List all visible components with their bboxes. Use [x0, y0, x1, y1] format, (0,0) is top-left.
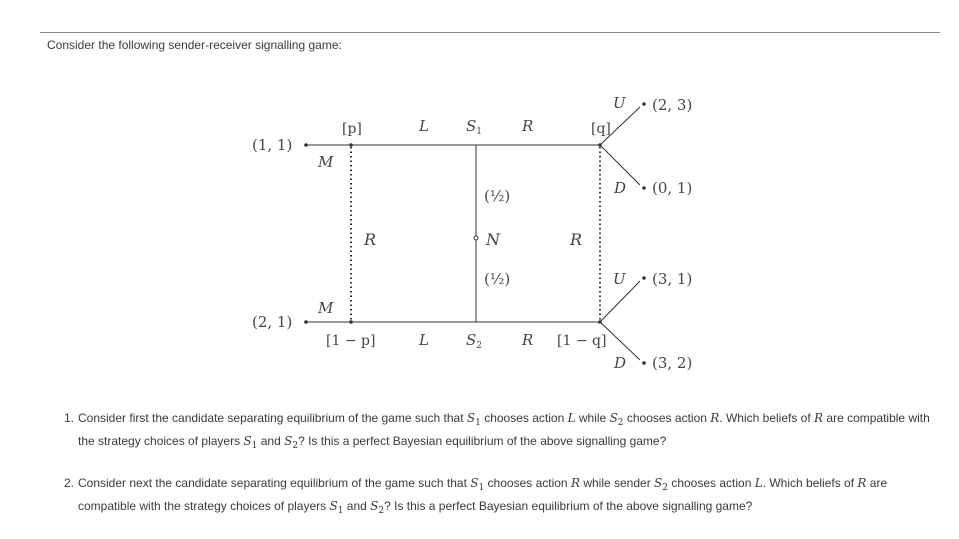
action-D-upper: D — [614, 179, 627, 197]
symbol-S1: $S_1$ — [329, 499, 344, 516]
symbol-R: R — [710, 411, 720, 425]
probability-bottom: (½) — [484, 270, 511, 288]
action-L-bottom: L — [419, 331, 429, 349]
decision-node — [598, 143, 602, 147]
payoff-top-left: (1, 1) — [252, 136, 293, 154]
receiver-label-right: R — [570, 230, 583, 249]
terminal-node — [304, 143, 308, 147]
action-U-lower: U — [613, 270, 626, 288]
nature-node — [474, 236, 478, 240]
intro-text: Consider the following sender-receiver signalling game: — [47, 38, 342, 52]
symbol-receiver: R — [857, 476, 867, 490]
sender-S1-label: $S_1$ — [466, 117, 483, 137]
symbol-L: L — [567, 411, 576, 425]
decision-node — [598, 320, 602, 324]
terminal-node — [642, 102, 646, 106]
symbol-S2: $S_2$ — [284, 434, 299, 451]
decision-node — [349, 143, 353, 147]
symbol-R: R — [570, 476, 580, 490]
action-D-lower: D — [614, 354, 627, 372]
sender-S2-label: $S_2$ — [466, 331, 483, 351]
payoff-bottom-left: (2, 1) — [252, 313, 293, 331]
action-M-top: M — [318, 153, 334, 171]
question-2: 2. Consider next the candidate separating equilibrium of the game such that $S_1$ chooses action R while sender $S_2$ chooses action L. Which beliefs of R are compatible with the strategy choices of players $S_1$ and $S_2$? Is this a perfect Bayesian equilibrium of the above signalling game? — [64, 476, 888, 516]
terminal-node — [642, 186, 646, 190]
receiver-label-left: R — [364, 230, 377, 249]
decision-node — [349, 320, 353, 324]
symbol-S1: $S_1$ — [470, 476, 485, 493]
symbol-L: L — [754, 476, 763, 490]
nature-label: N — [486, 230, 500, 249]
question-number: 1. — [64, 411, 75, 425]
belief-q: [q] — [591, 121, 611, 137]
symbol-S2: $S_2$ — [370, 499, 385, 516]
symbol-S2: $S_2$ — [654, 476, 668, 493]
action-R-bottom: R — [522, 331, 534, 349]
symbol-S1: $S_1$ — [243, 434, 258, 451]
payoff-lower-D: (3, 2) — [652, 354, 693, 372]
action-L-top: L — [419, 117, 429, 135]
probability-top: (½) — [484, 187, 511, 205]
question-list — [64, 409, 944, 539]
payoff-upper-U: (2, 3) — [652, 96, 693, 114]
belief-p: [p] — [342, 121, 362, 137]
action-M-bottom: M — [318, 299, 334, 317]
belief-one-minus-q: [1 − q] — [557, 333, 607, 349]
terminal-node — [304, 320, 308, 324]
action-R-top: R — [522, 117, 534, 135]
belief-one-minus-p: [1 − p] — [326, 333, 376, 349]
terminal-node — [642, 361, 646, 365]
symbol-S1: $S_1$ — [466, 411, 481, 428]
action-U-upper: U — [613, 94, 626, 112]
question-1: 1. Consider first the candidate separating equilibrium of the game such that $S_1$ chooses action L while $S_2$ chooses action R. Which beliefs of R are compatible with the strategy choices of players $S_1$ and $S_2$? Is this a perfect Bayesian equilibrium of the above signalling game? — [64, 411, 930, 451]
question-number: 2. — [64, 476, 75, 490]
payoff-lower-U: (3, 1) — [652, 270, 693, 288]
payoff-upper-D: (0, 1) — [652, 179, 693, 197]
terminal-node — [642, 276, 646, 280]
symbol-receiver: R — [814, 411, 824, 425]
symbol-S2: $S_2$ — [609, 411, 624, 428]
